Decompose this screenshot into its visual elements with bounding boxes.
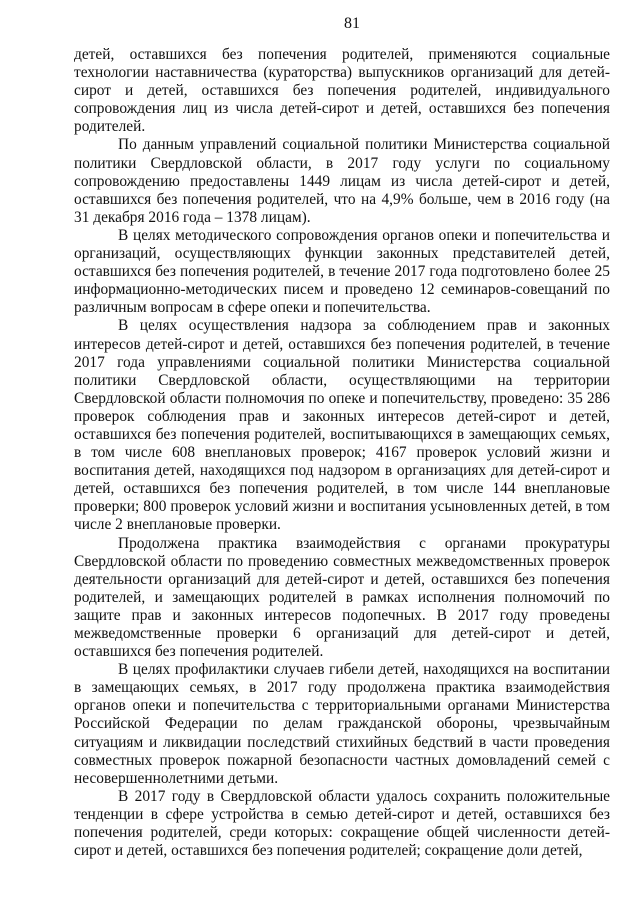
paragraph-methodical-support: В целях методического сопровождения органов опеки и попечительства и организаций, осуществляющих функции законных представителей детей, оставшихся без попечения родителей, в течение 2017 года подготовлено более 25 информационно-методических писем и проведено 12 семинаров-совещаний по различным вопросам в сфере опеки и попечительства. <box>74 226 610 317</box>
paragraph-safety-prevention: В целях профилактики случаев гибели детей, находящихся на воспитании в замещающих семьях, в 2017 году продолжена практика взаимодействия органов опеки и попечительства с территориальными органами Министерства Российской Федерации по делам гражданской обороны, чрезвычайным ситуациям и ликвидации последствий стихийных бедствий в части проведения совместных проверок пожарной безопасности частных домовладений семей с несовершеннолетними детьми. <box>74 661 610 787</box>
paragraph-prosecutor-cooperation: Продолжена практика взаимодействия с органами прокуратуры Свердловской области по проведению совместных межведомственных проверок деятельности организаций для детей-сирот и детей, оставшихся без попечения родителей, и замещающих родителей в рамках исполнения полномочий по защите прав и законных интересов подопечных. В 2017 году проведены межведомственные проверки 6 организаций для детей-сирот и детей, оставшихся без попечения родителей. <box>74 534 610 661</box>
body-text <box>74 46 610 860</box>
paragraph-social-support: По данным управлений социальной политики Министерства социальной политики Свердловской области, в 2017 году услуги по социальному сопровождению предоставлены 1449 лицам из числа детей-сирот и детей, оставшихся без попечения родителей, что на 4,9% больше, чем в 2016 году (на 31 декабря 2016 года – 1378 лицам). <box>74 136 610 226</box>
paragraph-positive-trends: В 2017 году в Свердловской области удалось сохранить положительные тенденции в сфере устройства в семью детей-сирот и детей, оставшихся без попечения родителей, среди которых: сокращение общей численности детей-сирот и детей, оставшихся без попечения родителей; сокращение доли детей, <box>74 787 610 860</box>
paragraph-supervision: В целях осуществления надзора за соблюдением прав и законных интересов детей-сирот и детей, оставшихся без попечения родителей, в течение 2017 года управлениями социальной политики Министерства социальной политики Свердловской области, осуществляющими на территории Свердловской области полномочия по опеке и попечительству, проведено: 35 286 проверок соблюдения прав и законных интересов детей-сирот и детей, оставшихся без попечения родителей, воспитывающихся в замещающих семьях, в том числе 608 внеплановых проверок; 4167 проверок условий жизни и воспитания детей, находящихся под надзором в организациях для детей-сирот и детей, оставшихся без попечения родителей, в том числе 144 внеплановые проверки; 800 проверок условий жизни и воспитания усыновленных детей, в том числе 2 внеплановые проверки. <box>74 317 610 534</box>
page-number: 81 <box>344 15 360 32</box>
paragraph-continuation: детей, оставшихся без попечения родителей, применяются социальные технологии наставничества (кураторства) выпускников организаций для детей-сирот и детей, оставшихся без попечения родителей, индивидуального сопровождения лиц из числа детей-сирот и детей, оставшихся без попечения родителей. <box>74 46 610 136</box>
